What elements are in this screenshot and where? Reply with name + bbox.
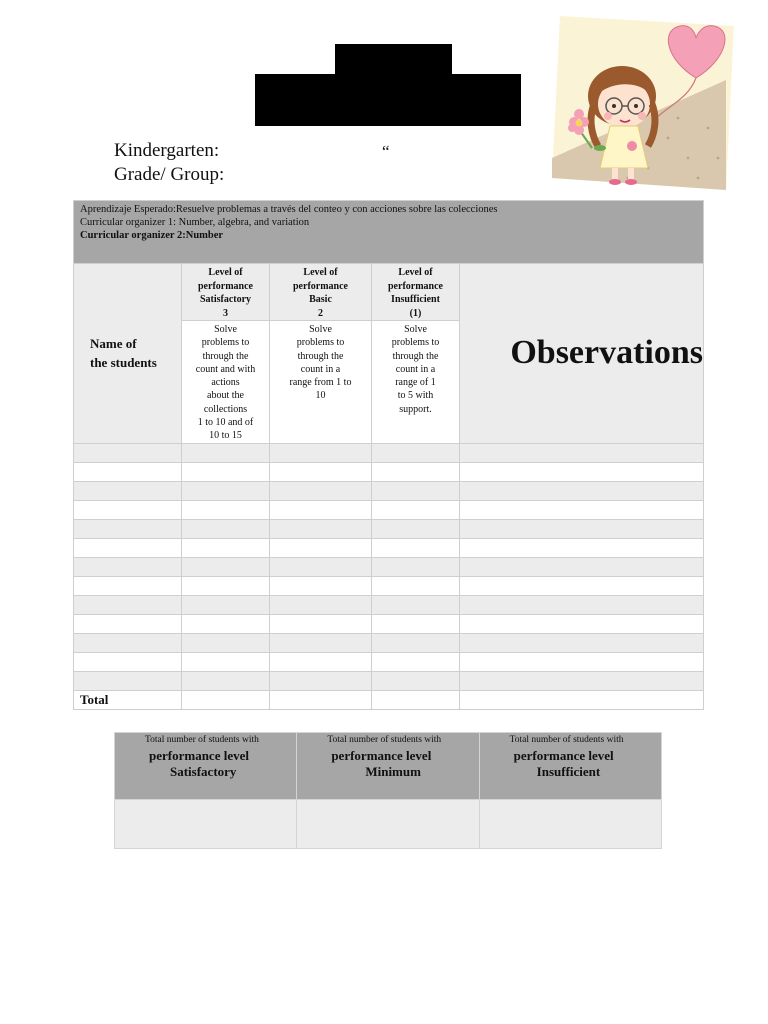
student-name-cell[interactable] <box>74 614 182 633</box>
insufficient-cell[interactable] <box>372 481 460 500</box>
curricular-organizer-1-text: Curricular organizer 1: Number, algebra, and variation <box>80 217 310 228</box>
observations-cell[interactable] <box>460 595 704 614</box>
table-row <box>74 500 704 519</box>
observations-cell[interactable] <box>460 652 704 671</box>
student-name-cell[interactable] <box>74 481 182 500</box>
observations-cell[interactable] <box>460 557 704 576</box>
basic-description: Solve problems to through the count in a range from 1 to 10 <box>270 321 372 444</box>
level-insufficient-header: Level of performance Insufficient (1) <box>372 264 460 321</box>
total-basic-cell[interactable] <box>270 690 372 709</box>
satisfactory-cell[interactable] <box>182 652 270 671</box>
satisfactory-cell[interactable] <box>182 519 270 538</box>
observations-cell[interactable] <box>460 633 704 652</box>
basic-cell[interactable] <box>270 633 372 652</box>
basic-cell[interactable] <box>270 443 372 462</box>
basic-cell[interactable] <box>270 614 372 633</box>
table-row <box>74 576 704 595</box>
basic-cell[interactable] <box>270 576 372 595</box>
grade-group-label: Grade/ Group: <box>114 164 225 185</box>
girl-with-balloon-illustration <box>548 8 738 196</box>
insufficient-cell[interactable] <box>372 595 460 614</box>
satisfactory-cell[interactable] <box>182 538 270 557</box>
insufficient-cell[interactable] <box>372 500 460 519</box>
insufficient-cell[interactable] <box>372 538 460 557</box>
total-insufficient-cell[interactable] <box>372 690 460 709</box>
satisfactory-cell[interactable] <box>182 671 270 690</box>
total-satisfactory-cell[interactable] <box>182 690 270 709</box>
observations-cell[interactable] <box>460 443 704 462</box>
table-row <box>74 538 704 557</box>
observations-header: Observations <box>460 264 704 444</box>
observations-cell[interactable] <box>460 500 704 519</box>
insufficient-cell[interactable] <box>372 633 460 652</box>
summary-minimum-value[interactable] <box>297 800 479 849</box>
satisfactory-cell[interactable] <box>182 557 270 576</box>
observations-cell[interactable] <box>460 519 704 538</box>
total-observations-cell[interactable] <box>460 690 704 709</box>
table-row <box>74 614 704 633</box>
table-row <box>74 481 704 500</box>
summary-minimum-header: Total number of students with performance level Minimum <box>297 733 479 800</box>
basic-cell[interactable] <box>270 519 372 538</box>
satisfactory-cell[interactable] <box>182 500 270 519</box>
summary-table <box>114 732 662 849</box>
table-row <box>74 671 704 690</box>
table-row <box>74 595 704 614</box>
satisfactory-cell[interactable] <box>182 462 270 481</box>
student-name-cell[interactable] <box>74 652 182 671</box>
table-row <box>74 652 704 671</box>
student-name-cell[interactable] <box>74 538 182 557</box>
quote-mark: “ <box>382 142 390 161</box>
satisfactory-cell[interactable] <box>182 576 270 595</box>
observations-cell[interactable] <box>460 538 704 557</box>
kindergarten-label: Kindergarten: <box>114 140 220 161</box>
total-row <box>74 690 704 709</box>
basic-cell[interactable] <box>270 557 372 576</box>
basic-cell[interactable] <box>270 462 372 481</box>
insufficient-cell[interactable] <box>372 443 460 462</box>
insufficient-cell[interactable] <box>372 557 460 576</box>
table-row <box>74 462 704 481</box>
summary-satisfactory-header: Total number of students with performance level Satisfactory <box>115 733 297 800</box>
basic-cell[interactable] <box>270 652 372 671</box>
summary-insufficient-header: Total number of students with performance level Insufficient <box>479 733 661 800</box>
learning-objective-header <box>74 201 704 264</box>
student-name-cell[interactable] <box>74 671 182 690</box>
student-name-cell[interactable] <box>74 500 182 519</box>
satisfactory-cell[interactable] <box>182 633 270 652</box>
level-satisfactory-header: Level of performance Satisfactory 3 <box>182 264 270 321</box>
insufficient-cell[interactable] <box>372 614 460 633</box>
satisfactory-cell[interactable] <box>182 614 270 633</box>
satisfactory-cell[interactable] <box>182 481 270 500</box>
evaluation-table <box>73 200 704 710</box>
name-of-students-header: Name of the students <box>74 264 182 444</box>
redacted-title-block <box>335 44 452 76</box>
insufficient-cell[interactable] <box>372 671 460 690</box>
student-name-cell[interactable] <box>74 519 182 538</box>
student-name-cell[interactable] <box>74 462 182 481</box>
observations-cell[interactable] <box>460 462 704 481</box>
table-row <box>74 519 704 538</box>
observations-cell[interactable] <box>460 671 704 690</box>
table-row <box>74 633 704 652</box>
basic-cell[interactable] <box>270 481 372 500</box>
aprendizaje-esperado-text: Aprendizaje Esperado:Resuelve problemas a través del conteo y con acciones sobre las colecciones <box>80 204 498 215</box>
level-basic-header: Level of performance Basic 2 <box>270 264 372 321</box>
curricular-organizer-2-text: Curricular organizer 2:Number <box>80 230 224 241</box>
student-name-cell[interactable] <box>74 595 182 614</box>
basic-cell[interactable] <box>270 671 372 690</box>
summary-insufficient-value[interactable] <box>479 800 661 849</box>
insufficient-cell[interactable] <box>372 462 460 481</box>
insufficient-description: Solve problems to through the count in a range of 1 to 5 with support. <box>372 321 460 444</box>
observations-cell[interactable] <box>460 576 704 595</box>
basic-cell[interactable] <box>270 595 372 614</box>
satisfactory-description: Solve problems to through the count and with actions about the collections 1 to 10 and of 10 to 15 <box>182 321 270 444</box>
table-row <box>74 443 704 462</box>
satisfactory-cell[interactable] <box>182 443 270 462</box>
basic-cell[interactable] <box>270 538 372 557</box>
total-label: Total <box>74 690 182 709</box>
summary-satisfactory-value[interactable] <box>115 800 297 849</box>
insufficient-cell[interactable] <box>372 652 460 671</box>
table-row <box>74 557 704 576</box>
student-name-cell[interactable] <box>74 576 182 595</box>
observations-cell[interactable] <box>460 481 704 500</box>
student-name-cell[interactable] <box>74 443 182 462</box>
redacted-title-block <box>255 74 521 126</box>
insufficient-cell[interactable] <box>372 576 460 595</box>
insufficient-cell[interactable] <box>372 519 460 538</box>
student-name-cell[interactable] <box>74 557 182 576</box>
basic-cell[interactable] <box>270 500 372 519</box>
student-name-cell[interactable] <box>74 633 182 652</box>
observations-cell[interactable] <box>460 614 704 633</box>
satisfactory-cell[interactable] <box>182 595 270 614</box>
